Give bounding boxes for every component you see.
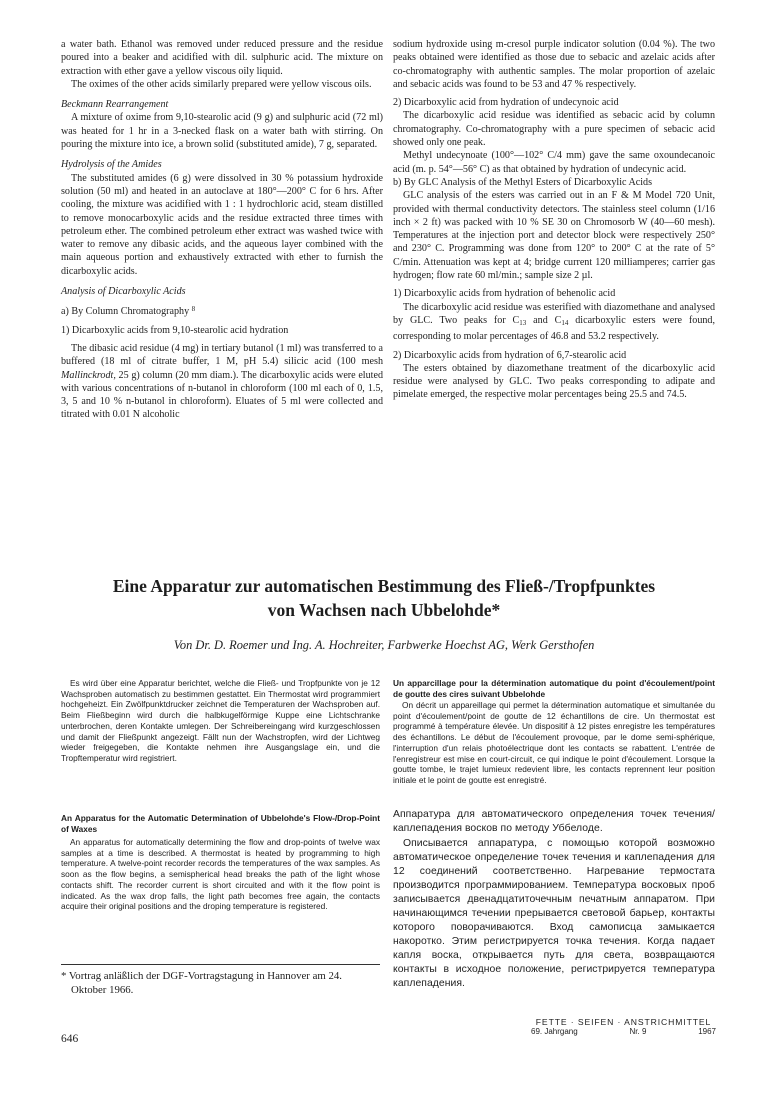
list-item-text: a) By Column Chromatography bbox=[61, 306, 190, 318]
abstract-heading: An Apparatus for the Automatic Determination of Ubbelohde's Flow-/Drop-Point of Waxes bbox=[61, 813, 380, 834]
footnote bbox=[61, 970, 380, 997]
abstract-english bbox=[61, 837, 380, 912]
abstract-russian bbox=[393, 837, 715, 991]
paragraph: GLC analysis of the esters was carried out in an F & M Model 720 Unit, provided with thermal conductivity detectors. The stainless steel column (1/16 inch × 2 ft) was packed with 10 % SE 30 on Chromosorb W (40—60 mesh). Temperatures at the injection port and detector block were respectively 250° and 230° C. Programming was done from 120° to 200° C at the rate of 5° C/min. Attenuation was kept at 4; bridge current 120 milliamperes; carrier gas hydrogen; flow rate 60 ml/min.; sample size 2 µl. bbox=[393, 190, 715, 282]
paragraph: a water bath. Ethanol was removed under reduced pressure and the residue poured into a beaker and acidified with dil. sulphuric acid. The mixture on extraction with ether gave a yellow viscous oily liquid. bbox=[61, 39, 383, 77]
reference-superscript: 8 bbox=[191, 305, 196, 314]
subscript: 14 bbox=[561, 318, 569, 327]
journal-name: FETTE · SEIFEN · ANSTRICHMITTEL bbox=[535, 1017, 712, 1027]
abstract-french-heading bbox=[393, 678, 715, 699]
right-text-column bbox=[393, 38, 715, 402]
journal-year: 1967 bbox=[698, 1027, 716, 1037]
list-item: 1) Dicarboxylic acids from 9,10-stearolic acid hydration bbox=[61, 324, 289, 336]
list-item: 1) Dicarboxylic acids from hydration of behenolic acid bbox=[393, 288, 616, 300]
paragraph bbox=[61, 342, 383, 422]
abstract-heading: Un apparcillage pour la détermination automatique du point d'écoulement/point de goutte des cires suivant Ubbelohde bbox=[393, 678, 715, 699]
paragraph bbox=[393, 301, 715, 344]
section-heading: Beckmann Rearrangement bbox=[61, 99, 169, 111]
paragraph: The oximes of the other acids similarly prepared were yellow viscous oils. bbox=[71, 78, 372, 90]
subscript: 13 bbox=[519, 318, 527, 327]
section-heading: Hydrolysis of the Amides bbox=[61, 159, 162, 171]
list-item: 2) Dicarboxylic acid from hydration of undecynoic acid bbox=[393, 97, 619, 109]
paragraph: A mixture of oxime from 9,10-stearolic acid (9 g) and sulphuric acid (72 ml) was heated for 1 hr in a 3-necked flask on a water bath with stirring. On pouring the mixture into ice, a brown solid (substituted amide), 7 g, separated. bbox=[61, 112, 383, 151]
abstract-text: On décrit un appareillage qui permet la détermination automatique et simultanée du point d'écoulement/point de goutte de 12 échantillons de cire. Un thermostat est programmé à température élevée. Un dispositif à 12 pistes enregistre les températures des échantillons. Le début de l'écoulement provoque, par le dome semi-sphérique, l'interruption d'un relais photoélectrique dont les contacts se rabattent. L'entrée de l'enregistreur est mise en court-circuit, ce qui indique le point d'écoulement. Lorsque la goutte tombe, le trajet lumieux redevient libre, les contacts reprennent leur position initiale et le point de goutte est enregistré. bbox=[393, 700, 715, 785]
text-run: dicarboxylic esters were found, corresponding to molar percentages of 46.8 and 53.2 respectively. bbox=[393, 314, 715, 343]
paragraph: sodium hydroxide using m-cresol purple indicator solution (0.04 %). The two peaks obtained were identified as those due to sebacic and azelaic acids after co-chromatography with authentic samples. The molar proportion of azelaic and sebacic acids was found to be 53 and 47 % respectively. bbox=[393, 39, 715, 90]
paragraph: Methyl undecynoate (100°—102° C/4 mm) gave the same oxoundecanoic acid (m. p. 54°—56° C) as that obtained by hydration of undecynic acid. bbox=[393, 150, 715, 175]
left-text-column bbox=[61, 38, 383, 422]
section-heading: Analysis of Dicarboxylic Acids bbox=[61, 286, 186, 298]
article-title-line: Eine Apparatur zur automatischen Bestimmung des Fließ-/Tropfpunktes bbox=[112, 576, 656, 596]
list-item bbox=[61, 303, 383, 318]
journal-issue-row bbox=[531, 1027, 716, 1037]
text-run: and C bbox=[526, 314, 562, 326]
list-item: b) By GLC Analysis of the Methyl Esters of Dicarboxylic Acids bbox=[393, 176, 653, 188]
abstract-text: Es wird über eine Apparatur berichtet, welche die Fließ- und Tropfpunkte von je 12 Wachsproben automatisch zu bestimmen gestattet. Ein Thermostat wird programmiert hochgeheizt. Ein Zwölfpunktdrucker zeichnet die Temperaturen der Wachsproben auf. Beim Fließbeginn wird durch die halbkugelförmige Kuppe eine Lichtschranke unterbrochen, deren Kontakte umlegen. Der Schreibereingang wird kurzgeschlossen und damit der Fließpunkt angezeigt. Fällt nun der Wachstropfen, wird der Lichtweg wieder freigegeben, die Kontakte nehmen ihre Ausgangslage ein, und die Tropftemperatur wird registriert. bbox=[61, 678, 380, 763]
paragraph: The substituted amides (6 g) were dissolved in 30 % potassium hydroxide solution (50 ml) and heated in an autoclave at 180°—200° C for 6 hrs. After cooling, the mixture was acidified with 1 : 1 hydrochloric acid, steam distilled to remove monocarboxylic acids and the residue extracted three times with petroleum ether. The combined petroleum ether extract was washed twice with water to remove any dibasic acids, and the aqueous layer combined with the main aqueous portion and exhaustively extracted with ether to furnish the dicarboxylic acids. bbox=[61, 172, 383, 277]
text-run: The dicarboxylic acid residue was esterified with diazomethane and analysed by GLC. Two peaks for C bbox=[393, 301, 715, 326]
footnote-divider bbox=[61, 964, 380, 965]
article-title-line: von Wachsen nach Ubbelohde* bbox=[267, 600, 501, 620]
paragraph: The esters obtained by diazomethane treatment of the dicarboxylic acid residue were analysed by GLC. Two peaks corresponding to adipate and pimelate emerged, the respective molar percentages being 25.5 and 74.5. bbox=[393, 362, 715, 401]
article-authors: Von Dr. D. Roemer und Ing. A. Hochreiter, Farbwerke Hoechst AG, Werk Gersthofen bbox=[173, 638, 595, 652]
article-title bbox=[40, 574, 728, 622]
journal-volume: 69. Jahrgang bbox=[531, 1027, 578, 1037]
abstract-heading: Аппаратура для автоматического определения точек течения/каплепадения восков по методу Уббелоде. bbox=[393, 809, 715, 834]
abstract-german bbox=[61, 678, 380, 764]
italic-text: Mallinckrodt, bbox=[61, 369, 116, 381]
abstract-text: Описывается аппаратура, с помощью которой возможно автоматическое определение точек течения и каплепадения для 12 соединений соответственно. Нагревание термостата производится программированием. Температура восковых проб записывается двенадцатиточечным печатным аппаратом. При начинающимся течении прерывается световой барьер, контакты которого поворачиваются. Вход самописца замыкается накоротко. Этим регистрируется точка течения. Когда падает капля воска, открывается путь для света, возвращаются контакты в исходное положение, регистрируется температура каплепадения. bbox=[393, 838, 715, 989]
text-run: The dibasic acid residue (4 mg) in tertiary butanol (1 ml) was transferred to a buffered (18 ml of citrate buffer, 1 M, pH 5.4) silicic acid (100 mesh bbox=[61, 342, 383, 368]
list-item: 2) Dicarboxylic acids from hydration of 6,7-stearolic acid bbox=[393, 349, 627, 361]
journal-issue: Nr. 9 bbox=[629, 1027, 647, 1037]
abstract-text: An apparatus for automatically determining the flow and drop-points of twelve wax samples at a time is described. A thermostat is heated by programming to high temperature. A twelve-point recorder records the temperatures of the wax samples. As soon as the flow begins, a semispherical head breaks the path of the light whose contacts shift. The recorder current is short circuited and with it the flow point is indicated. As the wax drop falls, the light path becomes free again, the contacts acquire their original positions and the droping temperature is registered. bbox=[61, 837, 380, 912]
abstract-french bbox=[393, 700, 715, 786]
abstract-english-heading bbox=[61, 813, 380, 834]
journal-footer bbox=[531, 1017, 716, 1038]
text-run: 25 g) column (20 mm diam.). The dicarboxylic acids were eluted with various concentrations of n-butanol in chloroform (100 ml each of 0, 1.5, 3, 5 and 10 % n-butanol in chloroform). Eluates of 5 ml were collected and titrated with 0.01 N alcoholic bbox=[61, 369, 383, 421]
abstract-russian-heading bbox=[393, 808, 715, 836]
paragraph: The dicarboxylic acid residue was identified as sebacic acid by column chromatography. Co-chromatography with a pure specimen of sebacic acid showed only one peak. bbox=[393, 110, 715, 149]
footnote-text: * Vortrag anläßlich der DGF-Vortragstagung in Hannover am 24. Oktober 1966. bbox=[61, 970, 342, 996]
page-number: 646 bbox=[61, 1033, 79, 1045]
